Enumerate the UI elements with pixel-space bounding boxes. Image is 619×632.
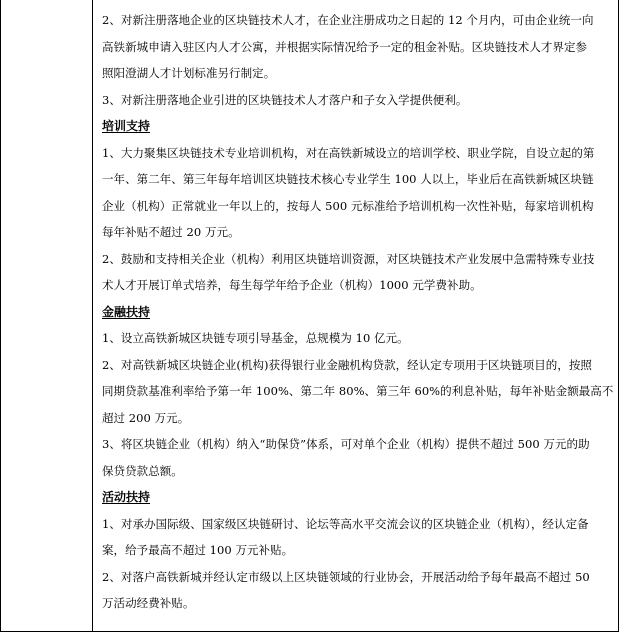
- section-heading-text: 金融扶持: [102, 304, 151, 319]
- paragraph-line: 高铁新城申请入驻区内人才公寓，并根据实际情况给予一定的租金补贴。区块链技术人才界定参: [102, 39, 588, 54]
- paragraph-line: 2、对新注册落地企业的区块链技术人才，在企业注册成功之日起的 12 个月内，可由企业统一向: [102, 13, 594, 27]
- table-column-divider: [92, 0, 93, 631]
- table-left-cell: [1, 0, 92, 630]
- paragraph-line: 每年补贴不超过 20 万元。: [102, 225, 240, 239]
- paragraph-line: 2、对高铁新城区块链企业(机构)获得银行业金融机构贷款，经认定专项用于区块链项目的，按照: [102, 357, 592, 372]
- paragraph-line: 同期贷款基准利率给予第一年 100%、第二年 80%、第三年 60%的利息补贴，每年补贴金额最高不: [102, 384, 614, 398]
- paragraph-line: 照阳澄湖人才计划标准另行制定。: [102, 66, 276, 80]
- paragraph-line: 2、鼓励和支持相关企业（机构）利用区块链培训资源，对区块链技术产业发展中急需特殊专业技: [102, 251, 595, 266]
- paragraph-line: 3、将区块链企业（机构）纳入“助保贷”体系，可对单个企业（机构）提供不超过 500 万元的助: [102, 437, 590, 451]
- section-heading-activity: [102, 484, 608, 511]
- paragraph-line: 3、对新注册落地企业引进的区块链技术人才落户和子女入学提供便利。: [102, 92, 468, 107]
- paragraph-line: 万活动经费补贴。: [102, 596, 195, 610]
- paragraph-line: 企业（机构）正常就业一年以上的，按每人 500 元标准给予培训机构一次性补贴，每家培训机构: [102, 198, 594, 213]
- paragraph-line: 保贷贷款总额。: [102, 463, 183, 478]
- paragraph-line: 一年、第二年、第三年每年培训区块链技术核心专业学生 100 人以上，毕业后在高铁新城区块链: [102, 172, 594, 186]
- paragraph-line: 术人才开展订单式培养，每生每学年给予企业（机构）1000 元学费补助。: [102, 278, 482, 292]
- section-heading-training: [102, 113, 608, 140]
- section-heading-finance: [102, 299, 608, 326]
- paragraph-line: 2、对落户高铁新城并经认定市级以上区块链领域的行业协会，开展活动给予每年最高不超过 50: [102, 569, 590, 584]
- paragraph-line: 1、设立高铁新城区块链专项引导基金，总规模为 10 亿元。: [102, 331, 409, 345]
- section-heading-text: 活动扶持: [102, 490, 151, 504]
- paragraph-line: 1、对承办国际级、国家级区块链研讨、论坛等高水平交流会议的区块链企业（机构），经认定备: [102, 516, 589, 531]
- section-heading-text: 培训支持: [102, 119, 151, 133]
- paragraph-line: 案，给予最高不超过 100 万元补贴。: [102, 543, 294, 557]
- paragraph-line: 超过 200 万元。: [102, 410, 190, 425]
- table-content-cell: [102, 7, 614, 617]
- paragraph-line: 1、大力聚集区块链技术专业培训机构，对在高铁新城设立的培训学校、职业学院，自设立起的第: [102, 145, 595, 160]
